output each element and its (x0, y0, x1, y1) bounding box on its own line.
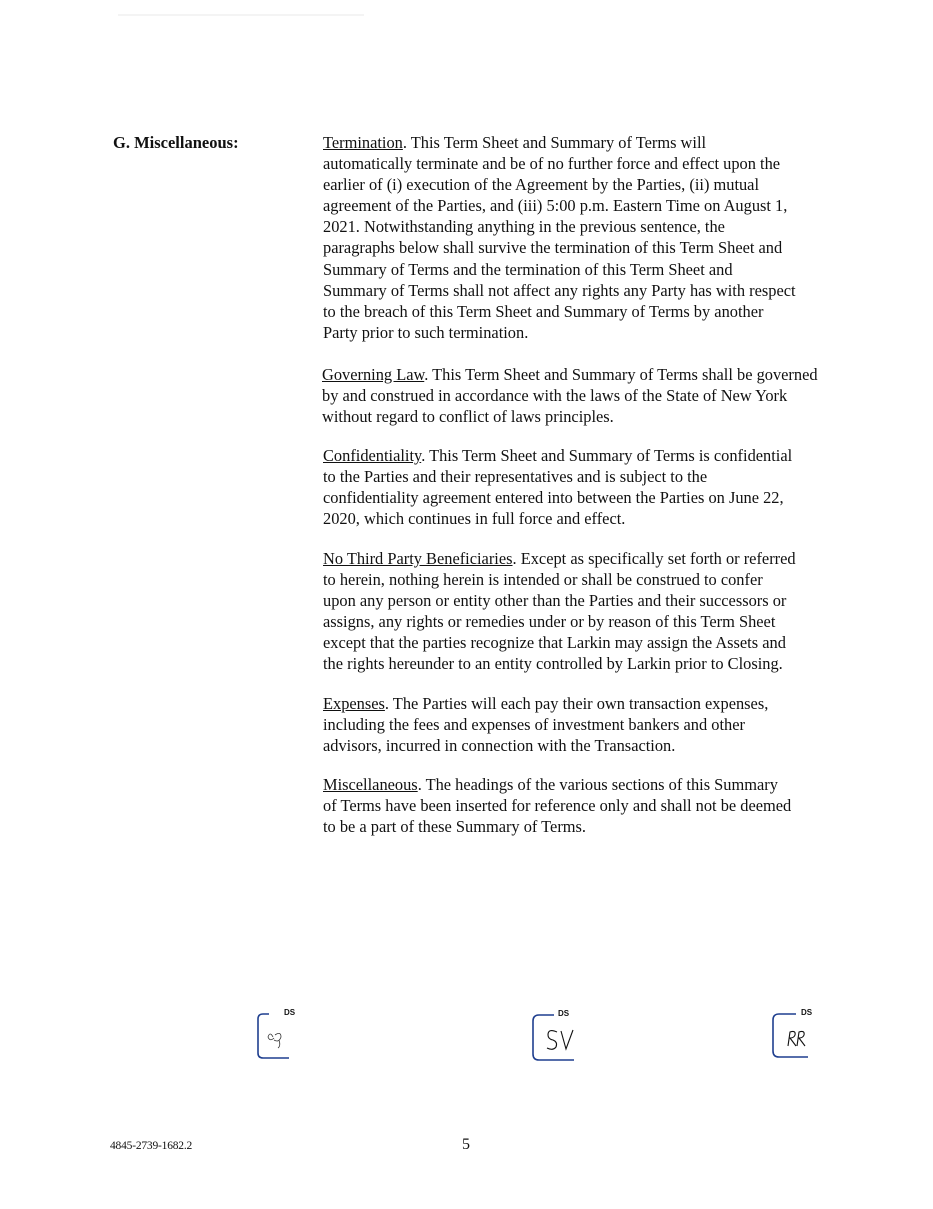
initials-signature-rr (788, 1031, 805, 1046)
ds-label: DS (284, 1008, 296, 1017)
paragraph-body: . The headings of the various sections of this Summary of Terms have been inserted for reference only and shall not be deemed to be a part of these Summary of Terms. (323, 775, 792, 837)
paragraph-title: No Third Party Beneficiaries (323, 549, 513, 568)
paragraph-expenses (323, 693, 863, 756)
header-faint-rule (118, 14, 364, 16)
initials-signature-sv (547, 1030, 573, 1049)
paragraph-body: . This Term Sheet and Summary of Terms shall be governed by and construed in accordance with the laws of the State of New York without regard to conflict of laws principles. (322, 365, 818, 427)
initials-stamp-1 (257, 1008, 309, 1065)
paragraph-no-third-party-beneficiaries (323, 548, 863, 675)
paragraph-miscellaneous (323, 774, 863, 837)
paragraph-title: Expenses (323, 694, 385, 713)
document-id: 4845-2739-1682.2 (110, 1140, 193, 1152)
paragraph-body: . The Parties will each pay their own transaction expenses, including the fees and expenses of investment bankers and other advisors, incurred in connection with the Transaction. (323, 694, 769, 756)
paragraph-title: Confidentiality (323, 446, 422, 465)
paragraph-termination (323, 132, 863, 343)
paragraph-title: Miscellaneous (323, 775, 418, 794)
initials-signature-ge (268, 1033, 281, 1048)
section-heading: G. Miscellaneous: (113, 133, 239, 152)
paragraph-body: . Except as specifically set forth or referred to herein, nothing herein is intended or shall be construed to confer upon any person or entity other than the Parties and their successors or assigns, any rights or remedies under or by reason of this Term Sheet except that the parties recognize that Larkin may assign the Assets and the rights hereunder to an entity controlled by Larkin prior to Closing. (323, 549, 796, 674)
stamp-bracket-icon (257, 1013, 309, 1065)
initials-stamp-3 (772, 1008, 824, 1065)
paragraph-confidentiality (323, 445, 863, 529)
initials-stamp-2 (532, 1009, 584, 1066)
paragraph-body: . This Term Sheet and Summary of Terms will automatically terminate and be of no further force and effect upon the earlier of (i) execution of the Agreement by the Parties, (ii) mutual agreement of the Parties, and (iii) 5:00 p.m. Eastern Time on August 1, 2021. Notwithstanding anything in the previous sentence, the paragraphs below shall survive the termination of this Term Sheet and Summary of Terms and the termination of this Term Sheet and Summary of Terms shall not affect any rights any Party has with respect to the breach of this Term Sheet and Summary of Terms by another Party prior to such termination. (323, 133, 796, 342)
page-number: 5 (462, 1136, 470, 1153)
stamp-bracket-icon (532, 1014, 584, 1066)
ds-label: DS (801, 1008, 813, 1017)
paragraph-title: Governing Law (322, 365, 425, 384)
ds-label: DS (558, 1009, 570, 1018)
stamp-bracket-icon (772, 1013, 824, 1065)
paragraph-title: Termination (323, 133, 403, 152)
paragraph-body: . This Term Sheet and Summary of Terms is confidential to the Parties and their representatives and is subject to the confidentiality agreement entered into between the Parties on June 22, 2020, which continues in full force and effect. (323, 446, 793, 529)
paragraph-governing-law (322, 364, 882, 427)
